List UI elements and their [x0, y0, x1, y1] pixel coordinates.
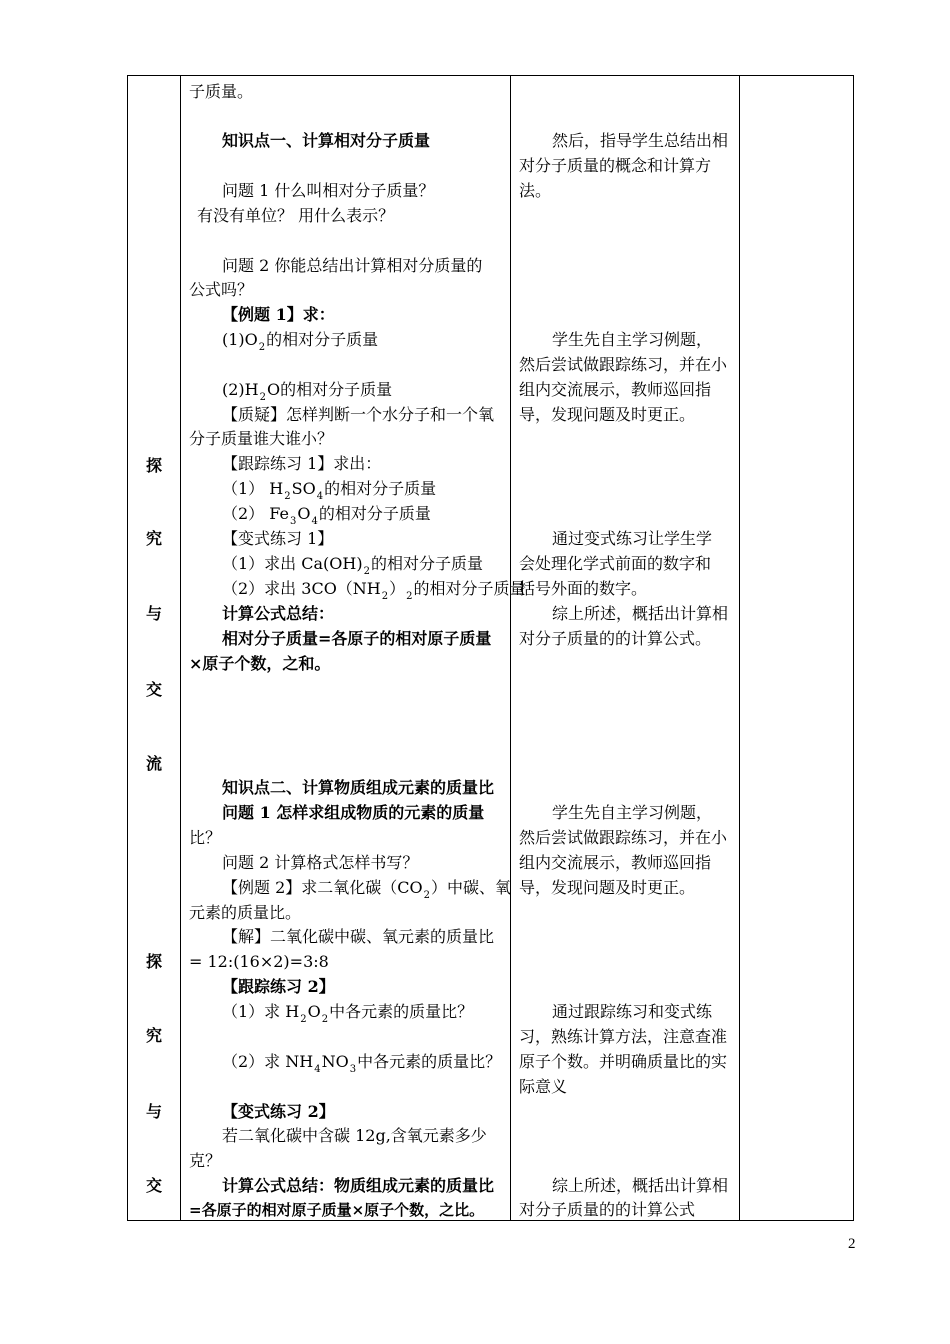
note-text: 会处理化学式前面的数字和 [519, 554, 712, 573]
section-title: 知识点二、计算物质组成元素的质量比 [222, 778, 495, 797]
lesson-table [127, 75, 854, 1221]
note-text: 然后，指导学生总结出相 [552, 131, 729, 150]
side-char: 流 [145, 754, 162, 773]
question-text: 分子质量谁大谁小？ [189, 429, 334, 448]
note-text: 对分子质量的概念和计算方 [519, 156, 712, 175]
section-title: 知识点一、计算相对分子质量 [222, 131, 431, 150]
side-char: 究 [145, 1026, 162, 1045]
note-text: 通过跟踪练习和变式练 [552, 1002, 713, 1021]
note-text: 习，熟练计算方法，注意查准 [519, 1027, 728, 1046]
exercise-item: （2）求 $NH_4NO_3$中各元素的质量比？ [222, 1052, 502, 1075]
note-text: 然后尝试做跟踪练习，并在小 [519, 828, 728, 847]
content-column [181, 76, 526, 1220]
exercise-title: 【变式练习 1】 [222, 529, 334, 548]
solution-text: = 12:(16×2)=3:8 [189, 952, 329, 971]
note-text: 组内交流展示，教师巡回指 [519, 380, 712, 399]
example-item: 【例题 2】求二氧化碳$(CO_2)$中碳、氧 [222, 878, 512, 901]
question-text: 问题 2 你能总结出计算相对分质量的 [222, 256, 483, 275]
blank-column [740, 76, 853, 1220]
question-text: 【质疑】怎样判断一个水分子和一个氧 [222, 405, 495, 424]
exercise-title: 【变式练习 2】 [222, 1102, 335, 1121]
example-item: 元素的质量比。 [189, 903, 302, 922]
side-char: 探 [145, 456, 162, 475]
content-line: 子质量。 [189, 82, 254, 101]
side-char: 究 [145, 529, 162, 548]
summary-text: 计算公式总结：物质组成元素的质量比 [222, 1176, 495, 1195]
solution-text: 【解】二氧化碳中碳、氧元素的质量比 [222, 927, 495, 946]
exercise-title: 【跟踪练习 1】求出： [222, 454, 382, 473]
note-text: 综上所述，概括出计算相 [552, 1176, 729, 1195]
note-text: 对分子质量的的计算公式。 [519, 629, 712, 648]
exercise-item: （2） $Fe_3O_4$的相对分子质量 [222, 504, 431, 527]
note-text: 学生先自主学习例题， [552, 330, 713, 349]
exercise-item: （2）求出 $3CO(NH_2)_2$的相对分子质量 [222, 579, 526, 602]
page-number: 2 [848, 1236, 856, 1252]
note-text: 法。 [519, 181, 552, 200]
exercise-item: （1） $H_2SO_4$的相对分子质量 [222, 479, 437, 502]
exercise-item: （1）求出 $Ca(OH)_2$的相对分子质量 [222, 554, 483, 577]
note-text: 通过变式练习让学生学 [552, 529, 713, 548]
example-title: 【例题 1】求： [222, 305, 335, 324]
summary-title: 计算公式总结： [222, 604, 335, 623]
note-text: 学生先自主学习例题， [552, 803, 713, 822]
exercise-item: 克？ [189, 1151, 222, 1170]
exercise-title: 【跟踪练习 2】 [222, 977, 335, 996]
side-char: 与 [145, 604, 162, 623]
note-text: 括号外面的数字。 [519, 579, 648, 598]
summary-text: =各原子的相对原子质量×原子个数，之比。 [189, 1201, 485, 1219]
exercise-item: （1）求 $H_2O_2$中各元素的质量比？ [222, 1002, 474, 1025]
note-text: 导，发现问题及时更正。 [519, 878, 696, 897]
notes-column [511, 76, 739, 1220]
exercise-item: 若二氧化碳中含碳 12g,含氧元素多少 [222, 1126, 487, 1145]
side-char: 交 [145, 680, 162, 699]
note-text: 原子个数。并明确质量比的实 [519, 1052, 728, 1071]
side-char: 探 [145, 952, 162, 971]
note-text: 导，发现问题及时更正。 [519, 405, 696, 424]
note-text: 然后尝试做跟踪练习，并在小 [519, 355, 728, 374]
question-text: 问题 1 怎样求组成物质的元素的质量 [222, 803, 485, 822]
question-text: 公式吗？ [189, 280, 254, 299]
example-item: $(1)O_2$的相对分子质量 [222, 330, 379, 353]
side-char: 与 [145, 1102, 162, 1121]
question-text: 问题 1 什么叫相对分子质量？ [222, 181, 435, 200]
note-text: 对分子质量的的计算公式 [519, 1200, 696, 1219]
question-text: 比？ [189, 828, 222, 847]
note-text: 综上所述，概括出计算相 [552, 604, 729, 623]
note-text: 际意义 [519, 1077, 568, 1096]
summary-text: 相对分子质量=各原子的相对原子质量 [222, 629, 492, 648]
note-text: 组内交流展示，教师巡回指 [519, 853, 712, 872]
summary-text: ×原子个数，之和。 [189, 654, 331, 673]
question-text: 问题 2 计算格式怎样书写？ [222, 853, 419, 872]
example-item: $(2)H_2O$的相对分子质量 [222, 380, 393, 403]
side-char: 交 [145, 1176, 162, 1195]
question-text: 有没有单位？ 用什么表示？ [197, 206, 395, 225]
